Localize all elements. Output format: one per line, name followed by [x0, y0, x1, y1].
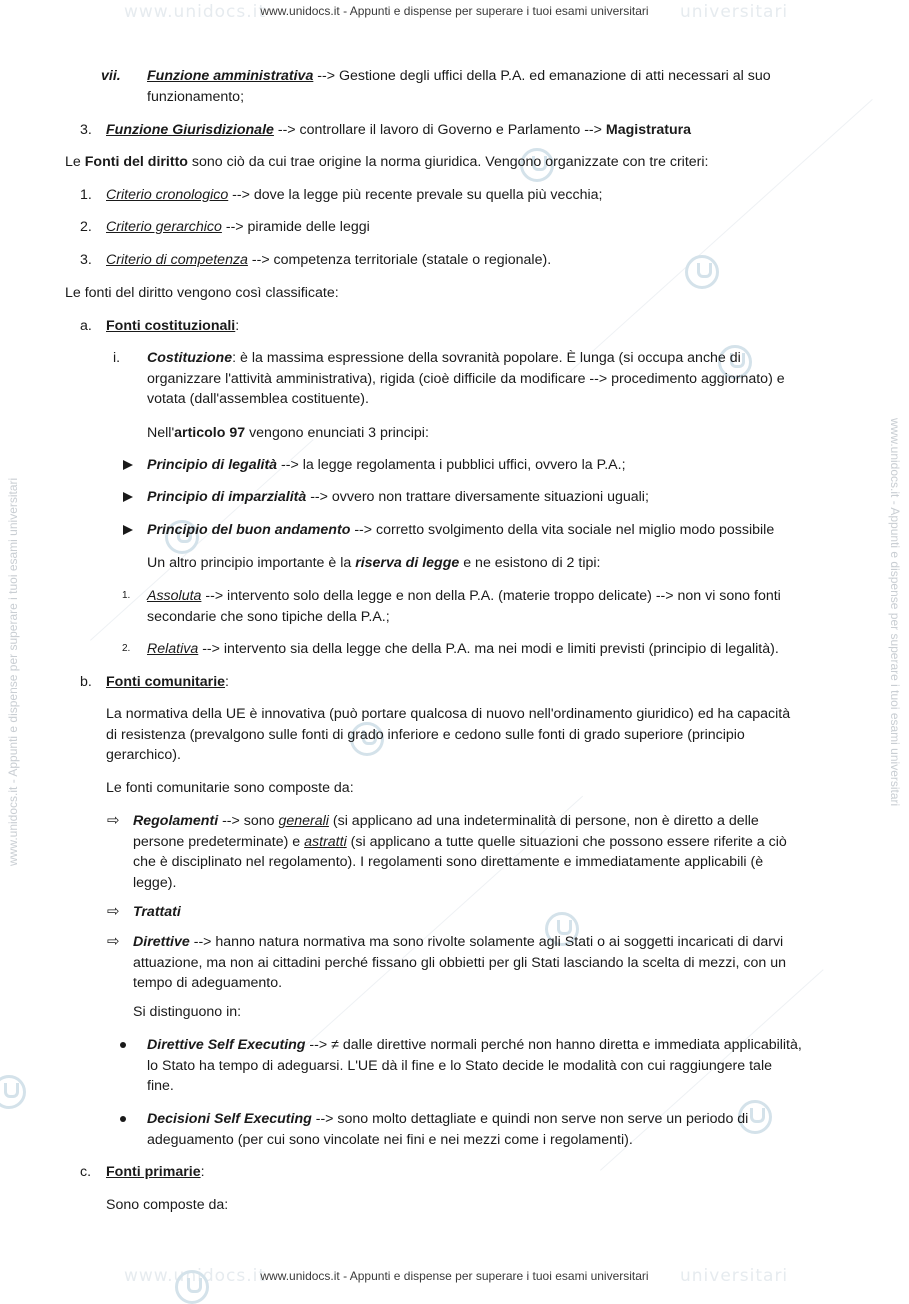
item-text: --> sono — [218, 813, 279, 829]
list-item-funzione-amministrativa — [147, 66, 847, 107]
heading-title: Fonti costituzionali — [106, 318, 236, 334]
item-title: Criterio gerarchico — [106, 219, 222, 235]
text: : — [200, 1164, 205, 1180]
item-text: adeguamento (per cui sono vincolate nei fini e nei mezzi come i regolamenti). — [147, 1131, 633, 1148]
list-item-trattati — [133, 902, 181, 923]
list-marker: 1. — [80, 187, 92, 203]
list-item-direttive — [133, 932, 863, 994]
item-text: che è disciplinato nel regolamento). I regolamenti sono direttamente e immediatamente applicabili (è — [133, 854, 764, 870]
item-title: Funzione amministrativa — [147, 68, 314, 84]
list-item-principio — [147, 455, 626, 476]
item-title: Relativa — [147, 641, 199, 657]
item-title: Direttive — [133, 934, 190, 950]
item-title: Principio di legalità — [147, 457, 278, 473]
text: : — [235, 318, 240, 334]
dot-bullet-icon — [120, 1042, 126, 1048]
watermark-ghost-left-bottom: www.unidocs.it — [124, 1266, 267, 1286]
section-heading-fonti-comunitarie — [106, 672, 229, 693]
list-item-principio — [147, 520, 774, 541]
item-text: --> intervento sia della legge che della P.A. ma nei modi e limiti previsti (principio di legalità). — [198, 641, 779, 657]
list-marker: 2. — [122, 643, 131, 654]
item-title: Costituzione — [147, 350, 233, 366]
item-title: Assoluta — [147, 588, 202, 604]
normativa-ue-paragraph — [106, 704, 866, 766]
item-text: --> ≠ dalle direttive normali perché non hanno diretta e immediata applicabilità, — [305, 1037, 802, 1053]
item-text: fine. — [147, 1078, 174, 1094]
watermark-ghost-right-top: universitari — [680, 2, 789, 22]
watermark-ghost-left-top: www.unidocs.it — [124, 2, 267, 22]
section-heading-fonti-costituzionali — [106, 316, 239, 337]
list-item-decisioni-self-executing — [147, 1109, 867, 1150]
list-item-direttive-self-executing — [147, 1035, 867, 1097]
list-item-principio — [147, 487, 649, 508]
arrow-bullet-icon: ⇨ — [107, 903, 120, 920]
unidocs-logo-icon — [685, 255, 719, 289]
item-text: funzionamento; — [147, 88, 245, 105]
triangle-bullet-icon — [123, 460, 133, 470]
item-text: organizzare l'attività amministrativa), rigida (cioè difficile da modificare --> procedimento aggiornato) e — [147, 370, 785, 387]
item-text: tempo di adeguamento. — [133, 975, 283, 991]
watermark-side-left: www.unidocs.it - Appunti e dispense per superare i tuoi esami universitari — [6, 477, 20, 866]
heading-title: Fonti comunitarie — [106, 674, 226, 690]
composte-paragraph: Le fonti comunitarie sono composte da: — [106, 780, 354, 796]
arrow-bullet-icon: ⇨ — [107, 812, 120, 829]
watermark-bottom: www.unidocs.it - Appunti e dispense per superare i tuoi esami universitari — [260, 1269, 649, 1283]
list-item-riserva-relativa — [147, 639, 779, 660]
classificazione-paragraph: Le fonti del diritto vengono così classificate: — [65, 285, 339, 301]
item-text: votata (dall'assemblea costituente). — [147, 391, 369, 407]
list-marker: i. — [113, 350, 121, 366]
list-marker: 2. — [80, 219, 92, 235]
item-text: (si applicano ad una indeterminalità di persone, non è diretto a delle — [328, 813, 759, 829]
item-text: persone predeterminate) e — [133, 833, 305, 850]
list-item-criterio — [106, 185, 602, 206]
item-text: --> sono molto dettagliate e quindi non serve non serve un periodo di — [311, 1111, 749, 1127]
list-marker: 3. — [80, 252, 92, 268]
heading-title: Fonti primarie — [106, 1164, 201, 1180]
watermark-top: www.unidocs.it - Appunti e dispense per superare i tuoi esami universitari — [260, 4, 649, 18]
item-text: attuazione, ma non ai cittadini perché fissano gli obbietti per gli Stati lasciando la scelta di mezzi, con un — [133, 954, 786, 971]
term-fonti-del-diritto: Fonti del diritto — [84, 154, 188, 170]
section-heading-fonti-primarie — [106, 1162, 205, 1183]
text: Nell' — [147, 425, 175, 441]
item-text: --> competenza territoriale (statale o regionale). — [247, 252, 552, 268]
item-text: --> Gestione degli uffici della P.A. ed emanazione di atti necessari al suo — [313, 68, 771, 84]
dot-bullet-icon — [120, 1116, 126, 1122]
unidocs-logo-icon — [175, 1270, 209, 1304]
list-marker: c. — [80, 1164, 92, 1180]
item-bold: Magistratura — [605, 122, 692, 138]
item-title: Funzione Giurisdizionale — [106, 122, 274, 138]
unidocs-logo-icon — [0, 1075, 26, 1109]
item-text: --> corretto svolgimento della vita sociale nel miglio modo possibile — [350, 522, 775, 538]
text: di resistenza (prevalgono sulle fonti di grado inferiore e cedono sulle fonti di grado superiore (principio — [106, 726, 745, 743]
text: vengono enunciati 3 principi: — [245, 425, 429, 441]
text: sono ciò da cui trae origine la norma giuridica. Vengono organizzate con tre criteri: — [187, 154, 709, 170]
list-item-riserva-assoluta — [147, 586, 867, 627]
list-item-funzione-giurisdizionale — [106, 120, 846, 141]
item-title: Principio di imparzialità — [147, 489, 307, 505]
term-astratti: astratti — [304, 833, 347, 850]
list-marker: a. — [80, 318, 92, 334]
item-text: --> hanno natura normativa ma sono rivolte solamente agli Stati o ai soggetti incaricati di darvi — [189, 934, 784, 950]
item-title: Trattati — [133, 904, 181, 920]
item-text: --> piramide delle leggi — [221, 219, 370, 235]
item-title: Criterio cronologico — [106, 187, 229, 203]
watermark-side-right: www.unidocs.it - Appunti e dispense per superare i tuoi esami universitari — [888, 418, 902, 807]
fonti-intro-paragraph — [65, 152, 865, 173]
list-marker: vii. — [101, 68, 121, 84]
list-marker: 3. — [80, 122, 92, 138]
sono-composte-paragraph: Sono composte da: — [106, 1197, 229, 1213]
riserva-di-legge-paragraph — [147, 553, 600, 574]
list-item-criterio — [106, 250, 551, 271]
item-text: --> la legge regolamenta i pubblici uffici, ovvero la P.A.; — [277, 457, 626, 473]
list-item-criterio — [106, 217, 370, 238]
term-riserva-di-legge: riserva di legge — [355, 555, 460, 571]
distinguono-paragraph: Si distinguono in: — [133, 1004, 242, 1020]
item-text: lo Stato ha tempo di adeguarsi. L'UE dà il fine e lo Stato decide le modalità con cui raggiungere tale — [147, 1057, 772, 1074]
watermark-ghost-right-bottom: universitari — [680, 1266, 789, 1286]
triangle-bullet-icon — [123, 525, 133, 535]
item-title: Direttive Self Executing — [147, 1037, 306, 1053]
list-marker: b. — [80, 674, 92, 690]
item-title: Criterio di competenza — [106, 252, 248, 268]
text: e ne esistono di 2 tipi: — [459, 555, 601, 571]
item-text: : è la massima espressione della sovranità popolare. È lunga (si occupa anche di — [232, 350, 741, 366]
text: Un altro principio importante è la — [147, 555, 356, 571]
item-text: --> controllare il lavoro di Governo e Parlamento --> — [273, 122, 606, 138]
item-title: Principio del buon andamento — [147, 522, 351, 538]
arrow-bullet-icon: ⇨ — [107, 933, 120, 950]
text: Le — [65, 154, 85, 170]
item-text: legge). — [133, 874, 177, 891]
item-title: Regolamenti — [133, 813, 219, 829]
item-text: secondarie che sono tipiche della P.A.; — [147, 608, 390, 625]
item-text: --> intervento solo della legge e non della P.A. (materie troppo delicate) --> non vi sono fonti — [201, 588, 781, 604]
item-text: (si applicano a tutte quelle situazioni che possono essere riferite a ciò — [346, 833, 787, 850]
list-marker: 1. — [122, 590, 131, 601]
term-articolo-97: articolo 97 — [174, 425, 246, 441]
term-generali: generali — [278, 813, 329, 829]
text: gerarchico). — [106, 747, 181, 763]
text: La normativa della UE è innovativa (può portare qualcosa di nuovo nell'ordinamento giuridico) ed ha capacità — [106, 706, 791, 722]
list-item-regolamenti — [133, 811, 863, 893]
list-item-costituzione — [147, 348, 867, 410]
item-text: --> ovvero non trattare diversamente situazioni uguali; — [306, 489, 649, 505]
item-text: --> dove la legge più recente prevale su quella più vecchia; — [228, 187, 603, 203]
triangle-bullet-icon — [123, 492, 133, 502]
item-title: Decisioni Self Executing — [147, 1111, 312, 1127]
text: : — [225, 674, 229, 690]
articolo-97-paragraph — [147, 423, 429, 444]
watermark-diagonal-line — [560, 99, 873, 381]
